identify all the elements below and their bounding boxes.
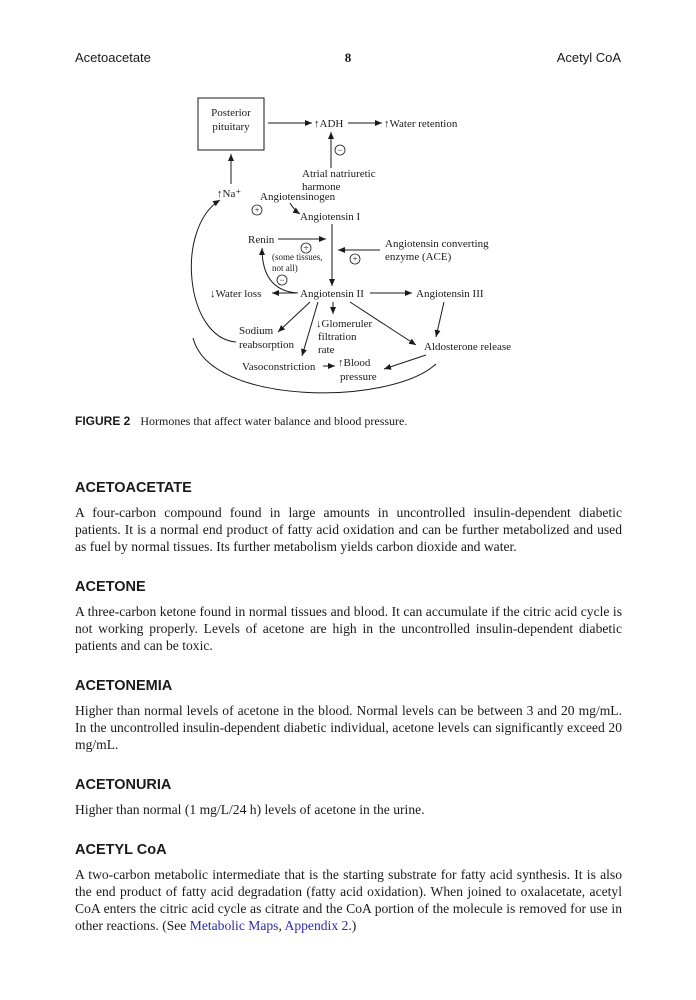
plus-sign-renin-text: + xyxy=(254,205,260,215)
page-number: 8 xyxy=(344,50,352,65)
anp-label-1: Atrial natriuretic xyxy=(302,168,376,180)
arrow-ang3-aldosterone xyxy=(436,302,444,337)
gfr-label-1: ↓Glomeruler xyxy=(316,318,373,330)
minus-sign-anp-text: − xyxy=(337,145,343,155)
link-separator: , xyxy=(278,918,285,933)
entry-body-acetyl-coa-text: A two-carbon metabolic intermediate that is the starting substrate for fatty acid synthesis. It is also the end product of fatty acid degradation (fatty acid oxidation). When joined to oxalacetate, acetyl CoA enters the citric acid cycle as citrate and the CoA portion of the molecule is removed for use in other reactions. (See xyxy=(75,867,622,933)
sodium-label-1: Sodium xyxy=(239,325,274,337)
plus-sign-some-tissues-text: + xyxy=(303,243,309,253)
na-label: ↑Na⁺ xyxy=(217,188,242,200)
gfr-label-3: rate xyxy=(318,344,335,356)
anp-label-2: harmone xyxy=(302,181,341,193)
figure-caption-text: Hormones that affect water balance and blood pressure. xyxy=(140,414,408,428)
renin-label: Renin xyxy=(248,234,275,246)
water-retention-label: ↑Water retention xyxy=(384,118,458,130)
figure-label: FIGURE 2 xyxy=(75,414,131,428)
entry-body-acetoacetate: A four-carbon compound found in large amounts in uncontrolled insulin-dependent diabetic patients. It is a normal end product of fatty acid oxidation and can be further metabolized and used as fuel by normal tissues. Its further metabolism yields carbon dioxide and water. xyxy=(75,505,622,554)
entry-acetoacetate xyxy=(75,480,622,555)
hormone-diagram xyxy=(190,88,520,398)
figure-caption xyxy=(75,414,407,429)
metabolic-maps-link[interactable]: Metabolic Maps xyxy=(189,918,279,933)
arrow-angiotensinogen-ang1 xyxy=(290,203,300,214)
entry-body-acetyl-coa-end: .) xyxy=(348,918,357,933)
ace-label-1: Angiotensin converting xyxy=(385,238,489,250)
bp-label-2: pressure xyxy=(340,371,377,383)
entry-title-acetonemia: ACETONEMIA xyxy=(75,678,173,694)
bp-label-1: ↑Blood xyxy=(338,357,371,369)
angiotensin-3-label: Angiotensin III xyxy=(416,288,484,300)
entry-body-acetyl-coa xyxy=(75,866,622,934)
angiotensin-1-label: Angiotensin I xyxy=(300,211,361,223)
entry-body-acetone: A three-carbon ketone found in normal tissues and blood. It can accumulate if the citric acid cycle is not working properly. Levels of acetone are high in the uncontrolled insulin-dependent diabetic patients and can be toxic. xyxy=(75,604,622,653)
arrow-ang2-sodium xyxy=(278,302,310,332)
appendix-2-link[interactable]: Appendix 2 xyxy=(284,918,349,933)
adh-label: ↑ADH xyxy=(314,118,344,130)
angiotensin-2-label: Angiotensin II xyxy=(300,288,364,300)
entry-title-acetone: ACETONE xyxy=(75,579,146,595)
aldosterone-label: Aldosterone release xyxy=(424,341,512,353)
entry-title-acetonuria: ACETONURIA xyxy=(75,777,172,793)
entry-acetonuria xyxy=(75,777,622,818)
vasoconstriction-label: Vasoconstriction xyxy=(242,361,316,373)
ace-label-2: enzyme (ACE) xyxy=(385,251,452,263)
entry-acetyl-coa xyxy=(75,842,622,934)
entry-body-acetonemia: Higher than normal levels of acetone in the blood. Normal levels can be between 3 and 20 mg/mL. In the uncontrolled insulin-dependent diabetic individual, acetone levels can significantly exceed 20 mg/mL. xyxy=(75,703,622,752)
some-tissues-label-2: not all) xyxy=(272,263,298,273)
arrow-aldosterone-bp xyxy=(384,355,426,369)
entry-title-acetoacetate: ACETOACETATE xyxy=(75,480,192,496)
figure-diagram xyxy=(190,88,520,398)
entry-title-acetyl-coa: ACETYL CoA xyxy=(75,842,167,858)
plus-sign-ace-text: + xyxy=(352,254,358,264)
entry-acetone xyxy=(75,579,622,654)
posterior-pituitary-label-2: pituitary xyxy=(212,121,250,133)
gfr-label-2: filtration xyxy=(318,331,357,343)
angiotensinogen-label: Angiotensinogen xyxy=(260,191,336,203)
arrow-sodium-to-na-loop xyxy=(191,200,236,342)
running-head-right: Acetyl CoA xyxy=(556,50,621,65)
sodium-label-2: reabsorption xyxy=(239,339,294,351)
water-loss-label: ↓Water loss xyxy=(210,288,262,300)
minus-sign-feedback-text: − xyxy=(279,275,285,285)
posterior-pituitary-label-1: Posterior xyxy=(211,107,251,119)
running-head-left: Acetoacetate xyxy=(75,50,151,65)
entry-body-acetonuria: Higher than normal (1 mg/L/24 h) levels of acetone in the urine. xyxy=(75,802,425,817)
some-tissues-label-1: (some tissues, xyxy=(272,252,323,262)
entry-acetonemia xyxy=(75,678,622,753)
